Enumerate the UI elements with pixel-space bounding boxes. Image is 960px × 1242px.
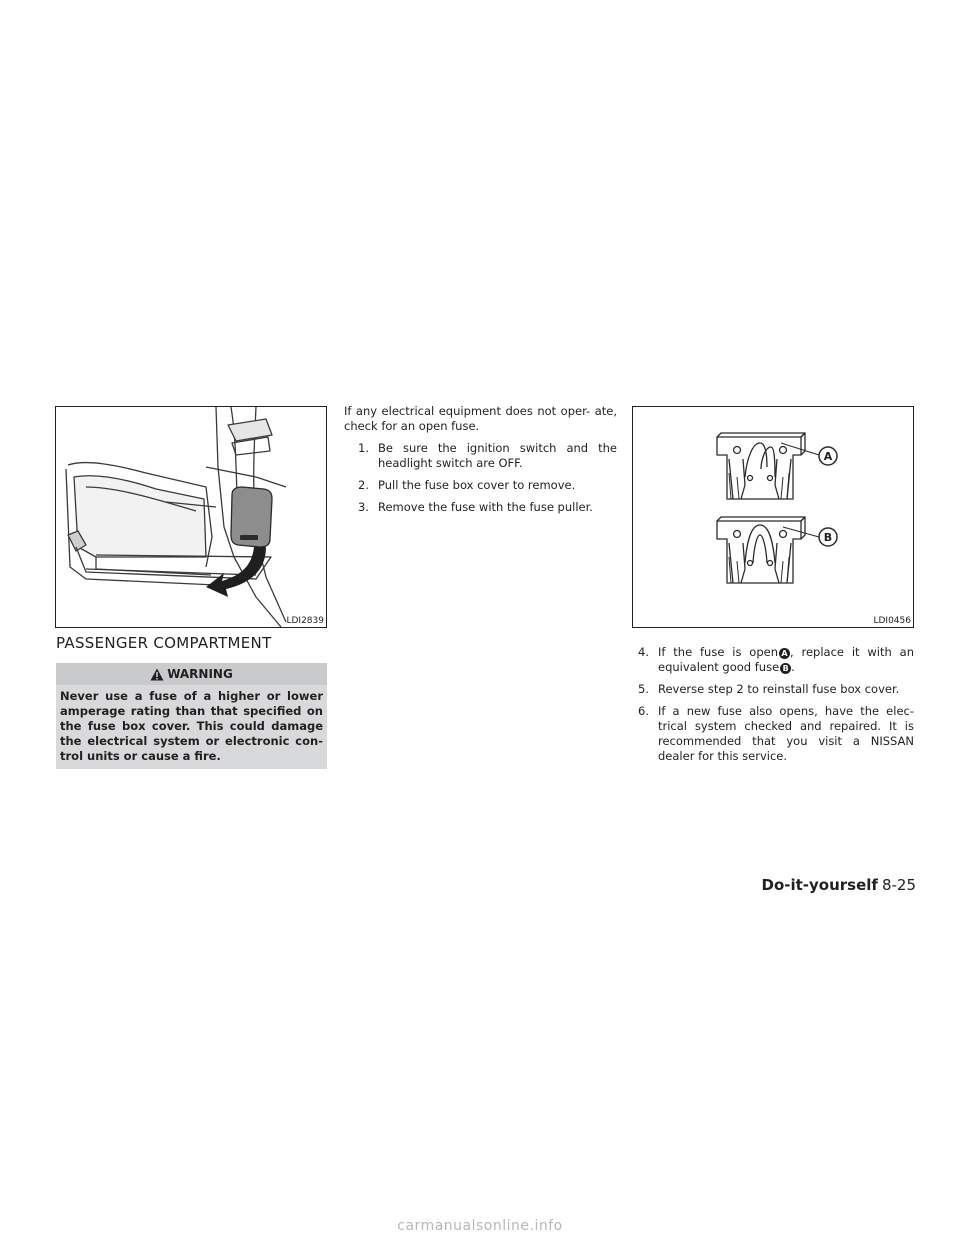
list-item: 3. Remove the fuse with the fuse puller. xyxy=(358,500,593,514)
figure-code: LDI2839 xyxy=(286,616,324,626)
section-heading: PASSENGER COMPARTMENT xyxy=(56,634,272,652)
warning-header xyxy=(56,663,327,685)
list-item: 5. Reverse step 2 to reinstall fuse box cover. xyxy=(638,682,900,696)
list-item: 4. If the fuse is open A , replace it with an equivalent good fuse B . xyxy=(638,645,914,674)
page-number: 8-25 xyxy=(881,876,916,894)
fuse-label-a: A xyxy=(823,450,833,463)
warning-box xyxy=(56,663,327,769)
callout-a: A xyxy=(779,648,790,659)
list-item: 1. Be sure the ignition switch and the headlight switch are OFF. xyxy=(358,441,617,470)
list-item: 2. Pull the fuse box cover to remove. xyxy=(358,478,576,492)
callout-b: B xyxy=(780,663,791,674)
footer-section: Do-it-yourself xyxy=(761,876,878,894)
warning-icon xyxy=(150,668,164,681)
page-footer xyxy=(762,876,917,894)
intro-paragraph: If any electrical equipment does not oper- ate, check for an open fuse. xyxy=(344,404,617,433)
procedure-column xyxy=(344,404,617,515)
warning-text: Never use a fuse of a higher or lower amperage rating than that specified on the fuse box cover. This could damage the electrical system or electronic con- trol units or cause a fire. xyxy=(60,689,323,763)
fuse-label-b: B xyxy=(823,531,833,544)
fuse-illustration xyxy=(633,407,913,627)
figure-code: LDI0456 xyxy=(873,616,911,626)
watermark: carmanualsonline.info xyxy=(397,1218,563,1234)
glovebox-figure xyxy=(55,406,327,628)
procedure-continued-column xyxy=(632,645,914,764)
fuse-figure xyxy=(632,406,914,628)
list-item: 6. If a new fuse also opens, have the elec- trical system checked and repaired. It is recommended that you visit a NISSAN dealer for this service. xyxy=(638,704,914,763)
warning-title: WARNING xyxy=(167,667,233,681)
glovebox-illustration xyxy=(56,407,326,627)
